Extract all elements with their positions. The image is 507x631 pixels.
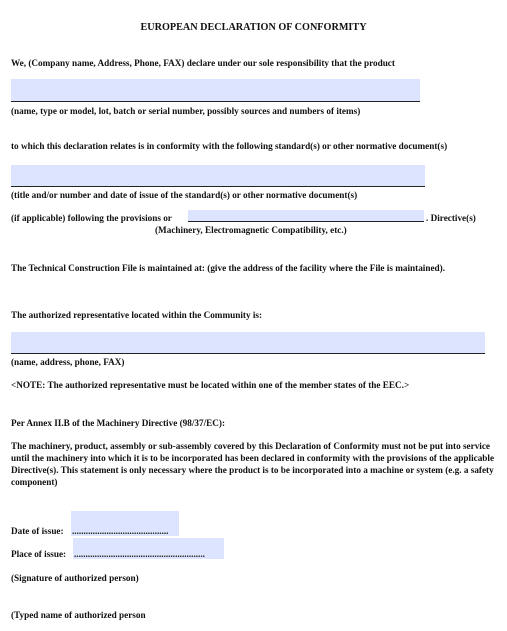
technical-file-text: The Technical Construction File is maintained at: (give the address of the facility where the File is maintained). <box>11 263 446 273</box>
standards-underline <box>11 186 425 187</box>
annex-heading: Per Annex II.B of the Machinery Directive (98/37/EC): <box>11 418 225 428</box>
place-of-issue-label: Place of issue: <box>11 549 67 559</box>
date-of-issue-label: Date of issue: <box>11 526 64 536</box>
representative-caption: (name, address, phone, FAX) <box>11 357 125 367</box>
product-caption: (name, type or model, lot, batch or serial number, possibly sources and numbers of items) <box>11 106 361 116</box>
typed-name-label: (Typed name of authorized person <box>11 610 146 620</box>
standards-caption: (title and/or number and date of issue of the standard(s) or other normative document(s) <box>11 190 358 200</box>
annex-body: The machinery, product, assembly or sub-assembly covered by this Declaration of Conformity must not be put into service until the machinery into which it is to be incorporated has been declared in conformity with the provisions of the applicable Directive(s). This statement is only necessary where the product is to be incorporated into a machine or system (e.g. a safety component) <box>11 441 495 487</box>
product-underline <box>11 101 420 102</box>
intro-text: We, (Company name, Address, Phone, FAX) declare under our sole responsibility that the product <box>11 58 395 68</box>
place-of-issue-dots: ......................................................... <box>74 549 205 559</box>
standards-field[interactable] <box>11 165 425 187</box>
date-of-issue-dots: .......................................... <box>72 526 169 536</box>
conformity-text: to which this declaration relates is in conformity with the following standard(s) or other normative document(s) <box>11 141 448 151</box>
product-field[interactable] <box>11 79 420 102</box>
authorized-rep-text: The authorized representative located within the Community is: <box>11 310 263 320</box>
provisions-suffix: . Directive(s) <box>426 213 476 223</box>
representative-underline <box>11 353 485 354</box>
eec-note: <NOTE: The authorized representative must be located within one of the member states of the EEC.> <box>11 380 410 390</box>
representative-field[interactable] <box>11 332 485 354</box>
directives-caption: (Machinery, Electromagnetic Compatibility, etc.) <box>155 225 347 235</box>
provisions-underline <box>188 221 424 222</box>
signature-label: (Signature of authorized person) <box>11 573 139 583</box>
page-title: EUROPEAN DECLARATION OF CONFORMITY <box>140 22 367 33</box>
provisions-prefix: (if applicable) following the provisions or <box>11 213 172 223</box>
